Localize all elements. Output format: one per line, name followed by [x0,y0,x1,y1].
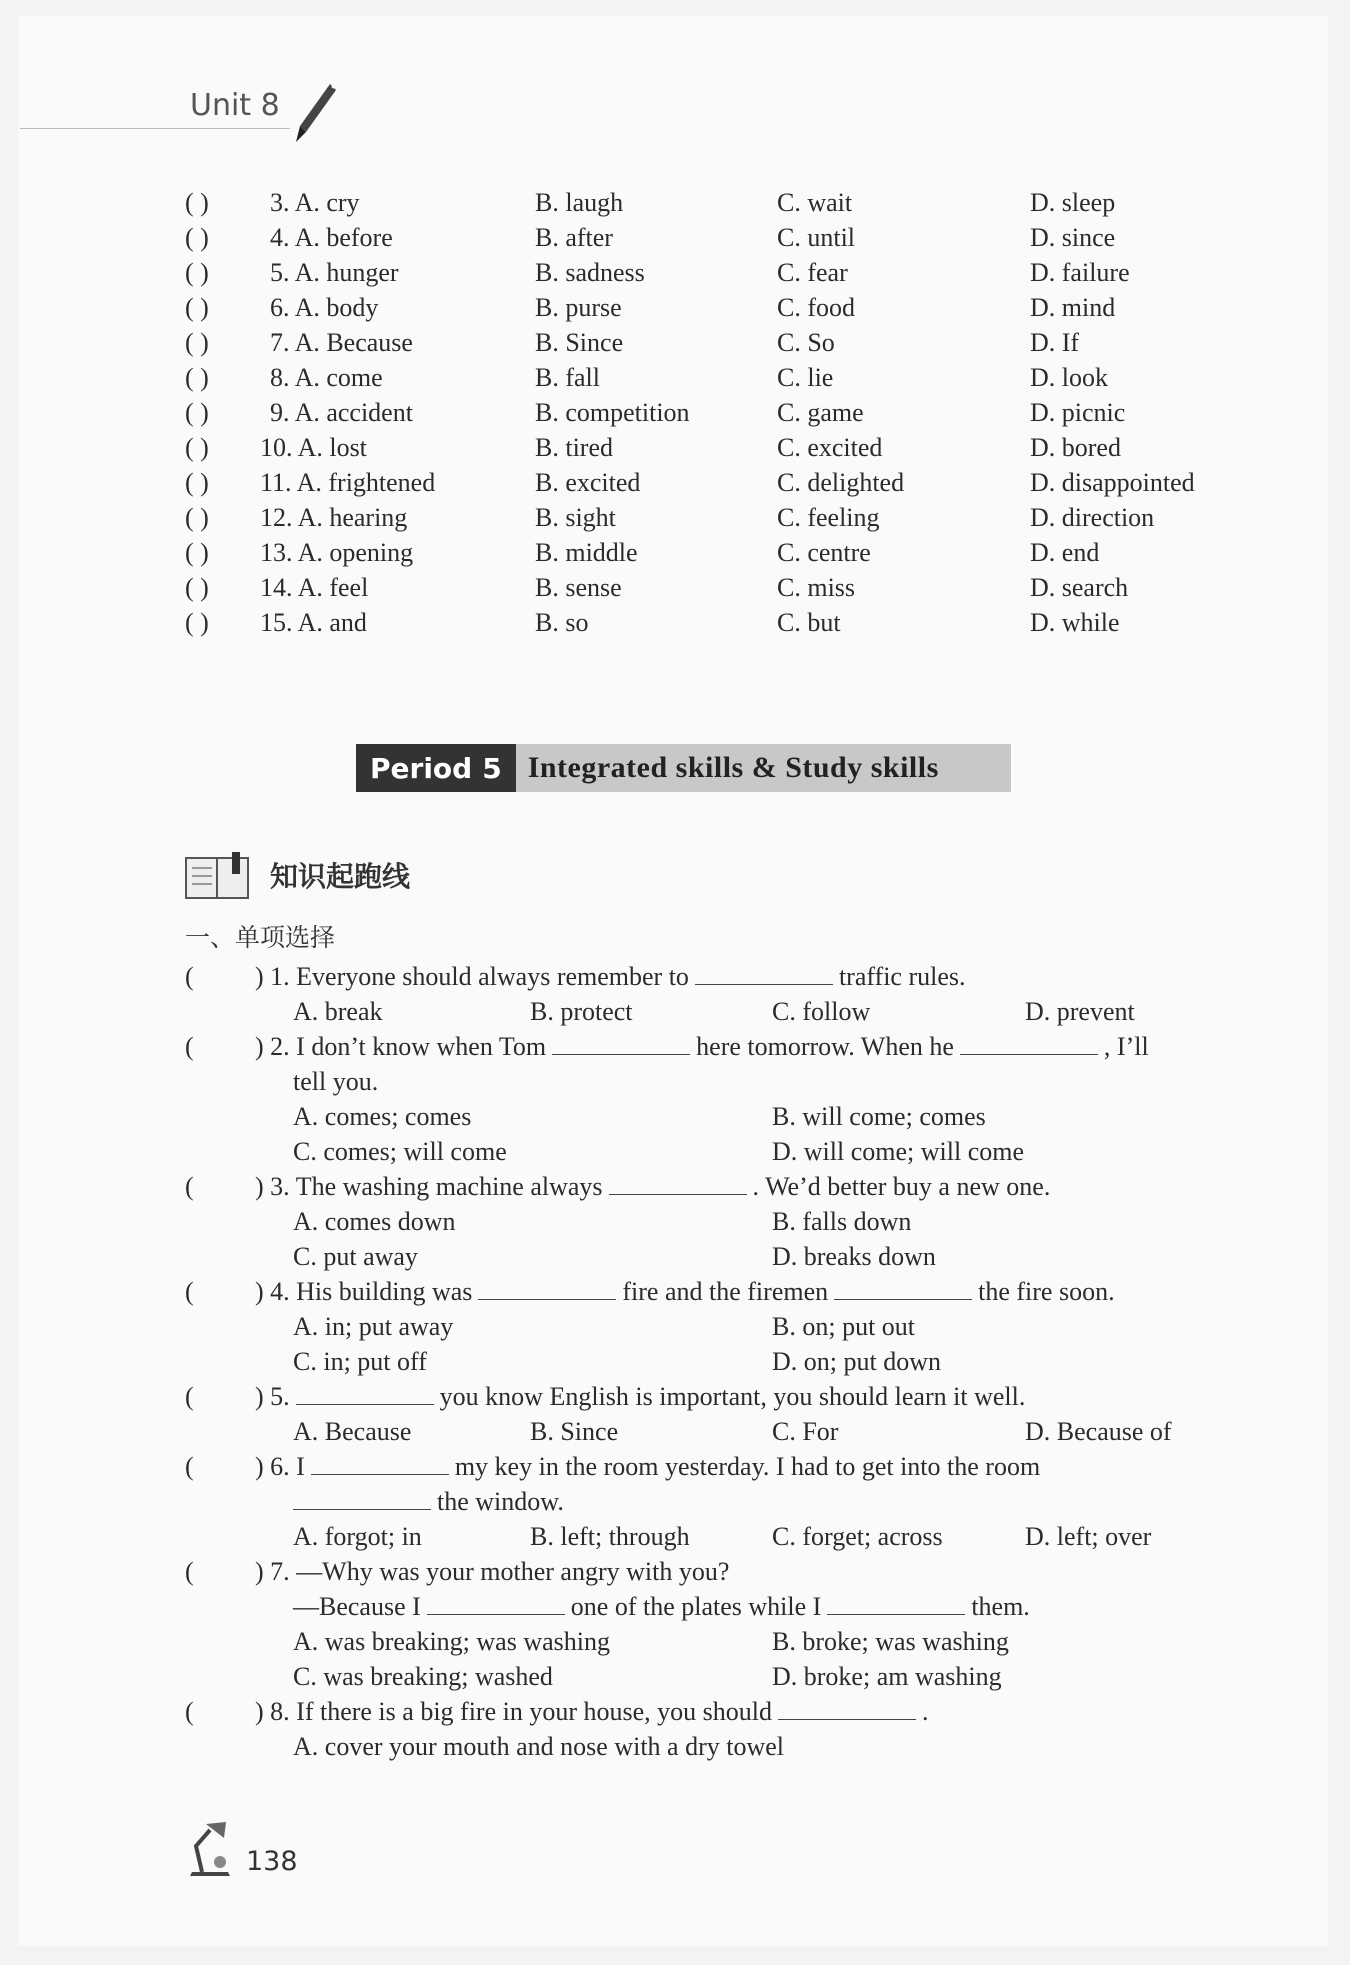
stem-text: fire and the firemen [622,1277,829,1306]
options-line [185,1312,1215,1347]
page-number: 138 [246,1846,298,1877]
question-line [185,1067,1215,1102]
period-number: 5 [482,751,502,785]
answer-paren[interactable]: ( ) [185,503,209,532]
option-d: D. failure [1030,258,1130,287]
options-line [185,1662,1215,1697]
answer-blank[interactable] [778,1697,916,1720]
answer-paren[interactable]: ( ) [185,573,209,602]
option-a: 3. A. cry [270,188,360,217]
option-c: C. was breaking; washed [293,1662,553,1691]
option-a: 7. A. Because [270,328,413,357]
option-d: D. mind [1030,293,1116,322]
answer-blank[interactable] [609,1172,747,1195]
period-banner [356,744,1011,792]
question-continuation [293,1487,564,1517]
stem-text: ) 5. [255,1382,290,1411]
option-d: D. bored [1030,433,1121,462]
option-b: B. excited [535,468,641,497]
question-line [185,1487,1215,1522]
section-title: 知识起跑线 [270,860,411,893]
option-a: 4. A. before [270,223,393,252]
answer-paren[interactable]: ( ) [185,398,209,427]
answer-blank[interactable] [293,1487,431,1510]
option-c: C. game [777,398,864,427]
multiple-choice [185,962,1215,1767]
section-subtitle: 一、单项选择 [185,923,336,952]
answer-paren[interactable]: ( [185,1032,194,1061]
option-d: D. search [1030,573,1129,602]
answer-paren[interactable]: ( [185,1557,194,1586]
options-line [185,1137,1215,1172]
desk-lamp-icon [180,1818,240,1882]
option-c: C. excited [777,433,883,462]
question-line [185,962,1215,997]
stem-text: traffic rules. [838,962,966,991]
question-line [185,1172,1215,1207]
question-line [185,1032,1215,1067]
option-a: A. Because [293,1417,412,1446]
option-c: C. delighted [777,468,905,497]
option-a: A. forgot; in [293,1522,422,1551]
option-d: D. end [1030,538,1100,567]
stem-text: ) 8. If there is a big fire in your house, you should [255,1697,773,1726]
option-a: 15. A. and [260,608,367,637]
stem-text: one of the plates while I [570,1592,822,1621]
option-d: D. left; over [1025,1522,1152,1551]
option-b: B. sadness [535,258,645,287]
option-d: D. while [1030,608,1120,637]
answer-paren[interactable]: ( [185,1697,194,1726]
answer-blank[interactable] [960,1032,1098,1055]
option-b: B. Since [535,328,624,357]
option-b: B. left; through [530,1522,690,1551]
option-d: D. broke; am washing [772,1662,1002,1691]
option-a: 6. A. body [270,293,379,322]
question-line [185,1452,1215,1487]
option-b: B. falls down [772,1207,912,1236]
option-a: 11. A. frightened [260,468,436,497]
stem-text: you know English is important, you should learn it well. [439,1382,1026,1411]
question-stem [255,1452,1040,1482]
answer-paren[interactable]: ( ) [185,538,209,567]
stem-text: here tomorrow. When he [696,1032,954,1061]
option-a: A. comes down [293,1207,456,1236]
option-b: B. protect [530,997,633,1026]
stem-text: them. [971,1592,1030,1621]
stem-text: ) 2. I don’t know when Tom [255,1032,547,1061]
option-d: D. disappointed [1030,468,1195,497]
question-line [185,1592,1215,1627]
options-line [185,1522,1215,1557]
option-c: C. put away [293,1242,418,1271]
stem-text: ) 3. The washing machine always [255,1172,603,1201]
question-line [185,1382,1215,1417]
option-a: 13. A. opening [260,538,414,567]
option-a: 9. A. accident [270,398,413,427]
option-c: C. comes; will come [293,1137,507,1166]
option-a: A. break [293,997,383,1026]
option-d: D. sleep [1030,188,1116,217]
question-stem [255,1277,1115,1307]
answer-blank[interactable] [552,1032,690,1055]
answer-blank[interactable] [695,962,833,985]
option-a: A. in; put away [293,1312,454,1341]
unit-title: Unit 8 [190,88,280,123]
answer-paren[interactable]: ( ) [185,188,209,217]
options-line [185,1732,1215,1767]
answer-blank[interactable] [827,1592,965,1615]
option-a: 12. A. hearing [260,503,408,532]
option-a: 10. A. lost [260,433,367,462]
option-c: C. but [777,608,841,637]
answer-paren[interactable]: ( [185,1172,194,1201]
answer-blank[interactable] [427,1592,565,1615]
stem-text: the window. [437,1487,564,1516]
question-stem [255,1172,1050,1202]
answer-paren[interactable]: ( ) [185,363,209,392]
option-c: C. For [772,1417,839,1446]
option-a: 8. A. come [270,363,383,392]
stem-text: , I’ll [1103,1032,1149,1061]
option-d: D. If [1030,328,1080,357]
option-d: D. look [1030,363,1108,392]
option-c: C. feeling [777,503,880,532]
option-c: C. centre [777,538,871,567]
question-stem [255,962,966,992]
option-d: D. prevent [1025,997,1135,1026]
option-b: B. tired [535,433,613,462]
period-title: Integrated skills & Study skills [527,751,939,784]
period-word: Period [370,751,473,785]
answer-blank[interactable] [834,1277,972,1300]
answer-paren[interactable]: ( ) [185,433,209,462]
options-line [185,1627,1215,1662]
option-b: B. purse [535,293,622,322]
answer-paren[interactable]: ( ) [185,258,209,287]
option-d: D. direction [1030,503,1155,532]
answer-paren[interactable]: ( [185,1382,194,1411]
options-line [185,1207,1215,1242]
option-d: D. since [1030,223,1116,252]
option-b: B. will come; comes [772,1102,986,1131]
options-line [185,1417,1215,1452]
option-b: B. sight [535,503,616,532]
question-line [185,1697,1215,1732]
question-stem [255,1382,1025,1412]
options-line [185,1102,1215,1137]
option-b: B. fall [535,363,600,392]
stem-text: ) 6. I [255,1452,305,1481]
answer-blank[interactable] [311,1452,449,1475]
stem-text: —Because I [293,1592,421,1621]
answer-blank[interactable] [296,1382,434,1405]
option-b: B. Since [530,1417,619,1446]
option-d: D. Because of [1025,1417,1172,1446]
option-c: C. follow [772,997,871,1026]
option-d: D. on; put down [772,1347,941,1376]
option-c: C. lie [777,363,834,392]
option-a: A. cover your mouth and nose with a dry towel [293,1732,785,1761]
answer-paren[interactable]: ( [185,1452,194,1481]
option-c: C. until [777,223,856,252]
option-b: B. after [535,223,613,252]
option-d: D. breaks down [772,1242,936,1271]
stem-text: the fire soon. [978,1277,1115,1306]
answer-paren[interactable]: ( ) [185,223,209,252]
option-c: C. forget; across [772,1522,943,1551]
option-d: D. picnic [1030,398,1126,427]
option-c: C. in; put off [293,1347,427,1376]
option-a: 14. A. feel [260,573,369,602]
question-line [185,1277,1215,1312]
stem-text: ) 1. Everyone should always remember to [255,962,689,991]
question-continuation [293,1592,1030,1622]
stem-text: . [922,1697,929,1726]
book-icon [184,850,254,902]
question-stem [255,1032,1149,1062]
period-label [356,744,516,792]
answer-paren[interactable]: ( [185,962,194,991]
option-b: B. laugh [535,188,624,217]
question-line [185,1557,1215,1592]
option-b: B. so [535,608,589,637]
option-b: B. sense [535,573,622,602]
options-line [185,997,1215,1032]
answer-paren[interactable]: ( [185,1277,194,1306]
option-b: B. middle [535,538,638,567]
options-line [185,1347,1215,1382]
pen-icon [292,80,340,146]
question-stem [255,1697,929,1727]
stem-text: ) 4. His building was [255,1277,473,1306]
option-c: C. food [777,293,855,322]
option-a: 5. A. hunger [270,258,399,287]
option-b: B. competition [535,398,690,427]
option-b: B. on; put out [772,1312,916,1341]
answer-paren[interactable]: ( ) [185,468,209,497]
option-b: B. broke; was washing [772,1627,1009,1656]
answer-paren[interactable]: ( ) [185,328,209,357]
stem-text: . We’d better buy a new one. [752,1172,1051,1201]
stem-text: my key in the room yesterday. I had to get into the room [454,1452,1041,1481]
option-a: A. comes; comes [293,1102,472,1131]
header-rule [20,128,290,129]
question-stem: ) 7. —Why was your mother angry with you? [255,1557,730,1586]
option-c: C. fear [777,258,848,287]
answer-paren[interactable]: ( ) [185,608,209,637]
options-line [185,1242,1215,1277]
stem-text: tell you. [293,1067,379,1096]
option-c: C. wait [777,188,853,217]
answer-blank[interactable] [478,1277,616,1300]
option-d: D. will come; will come [772,1137,1025,1166]
option-c: C. miss [777,573,856,602]
answer-paren[interactable]: ( ) [185,293,209,322]
option-c: C. So [777,328,835,357]
option-a: A. was breaking; was washing [293,1627,610,1656]
